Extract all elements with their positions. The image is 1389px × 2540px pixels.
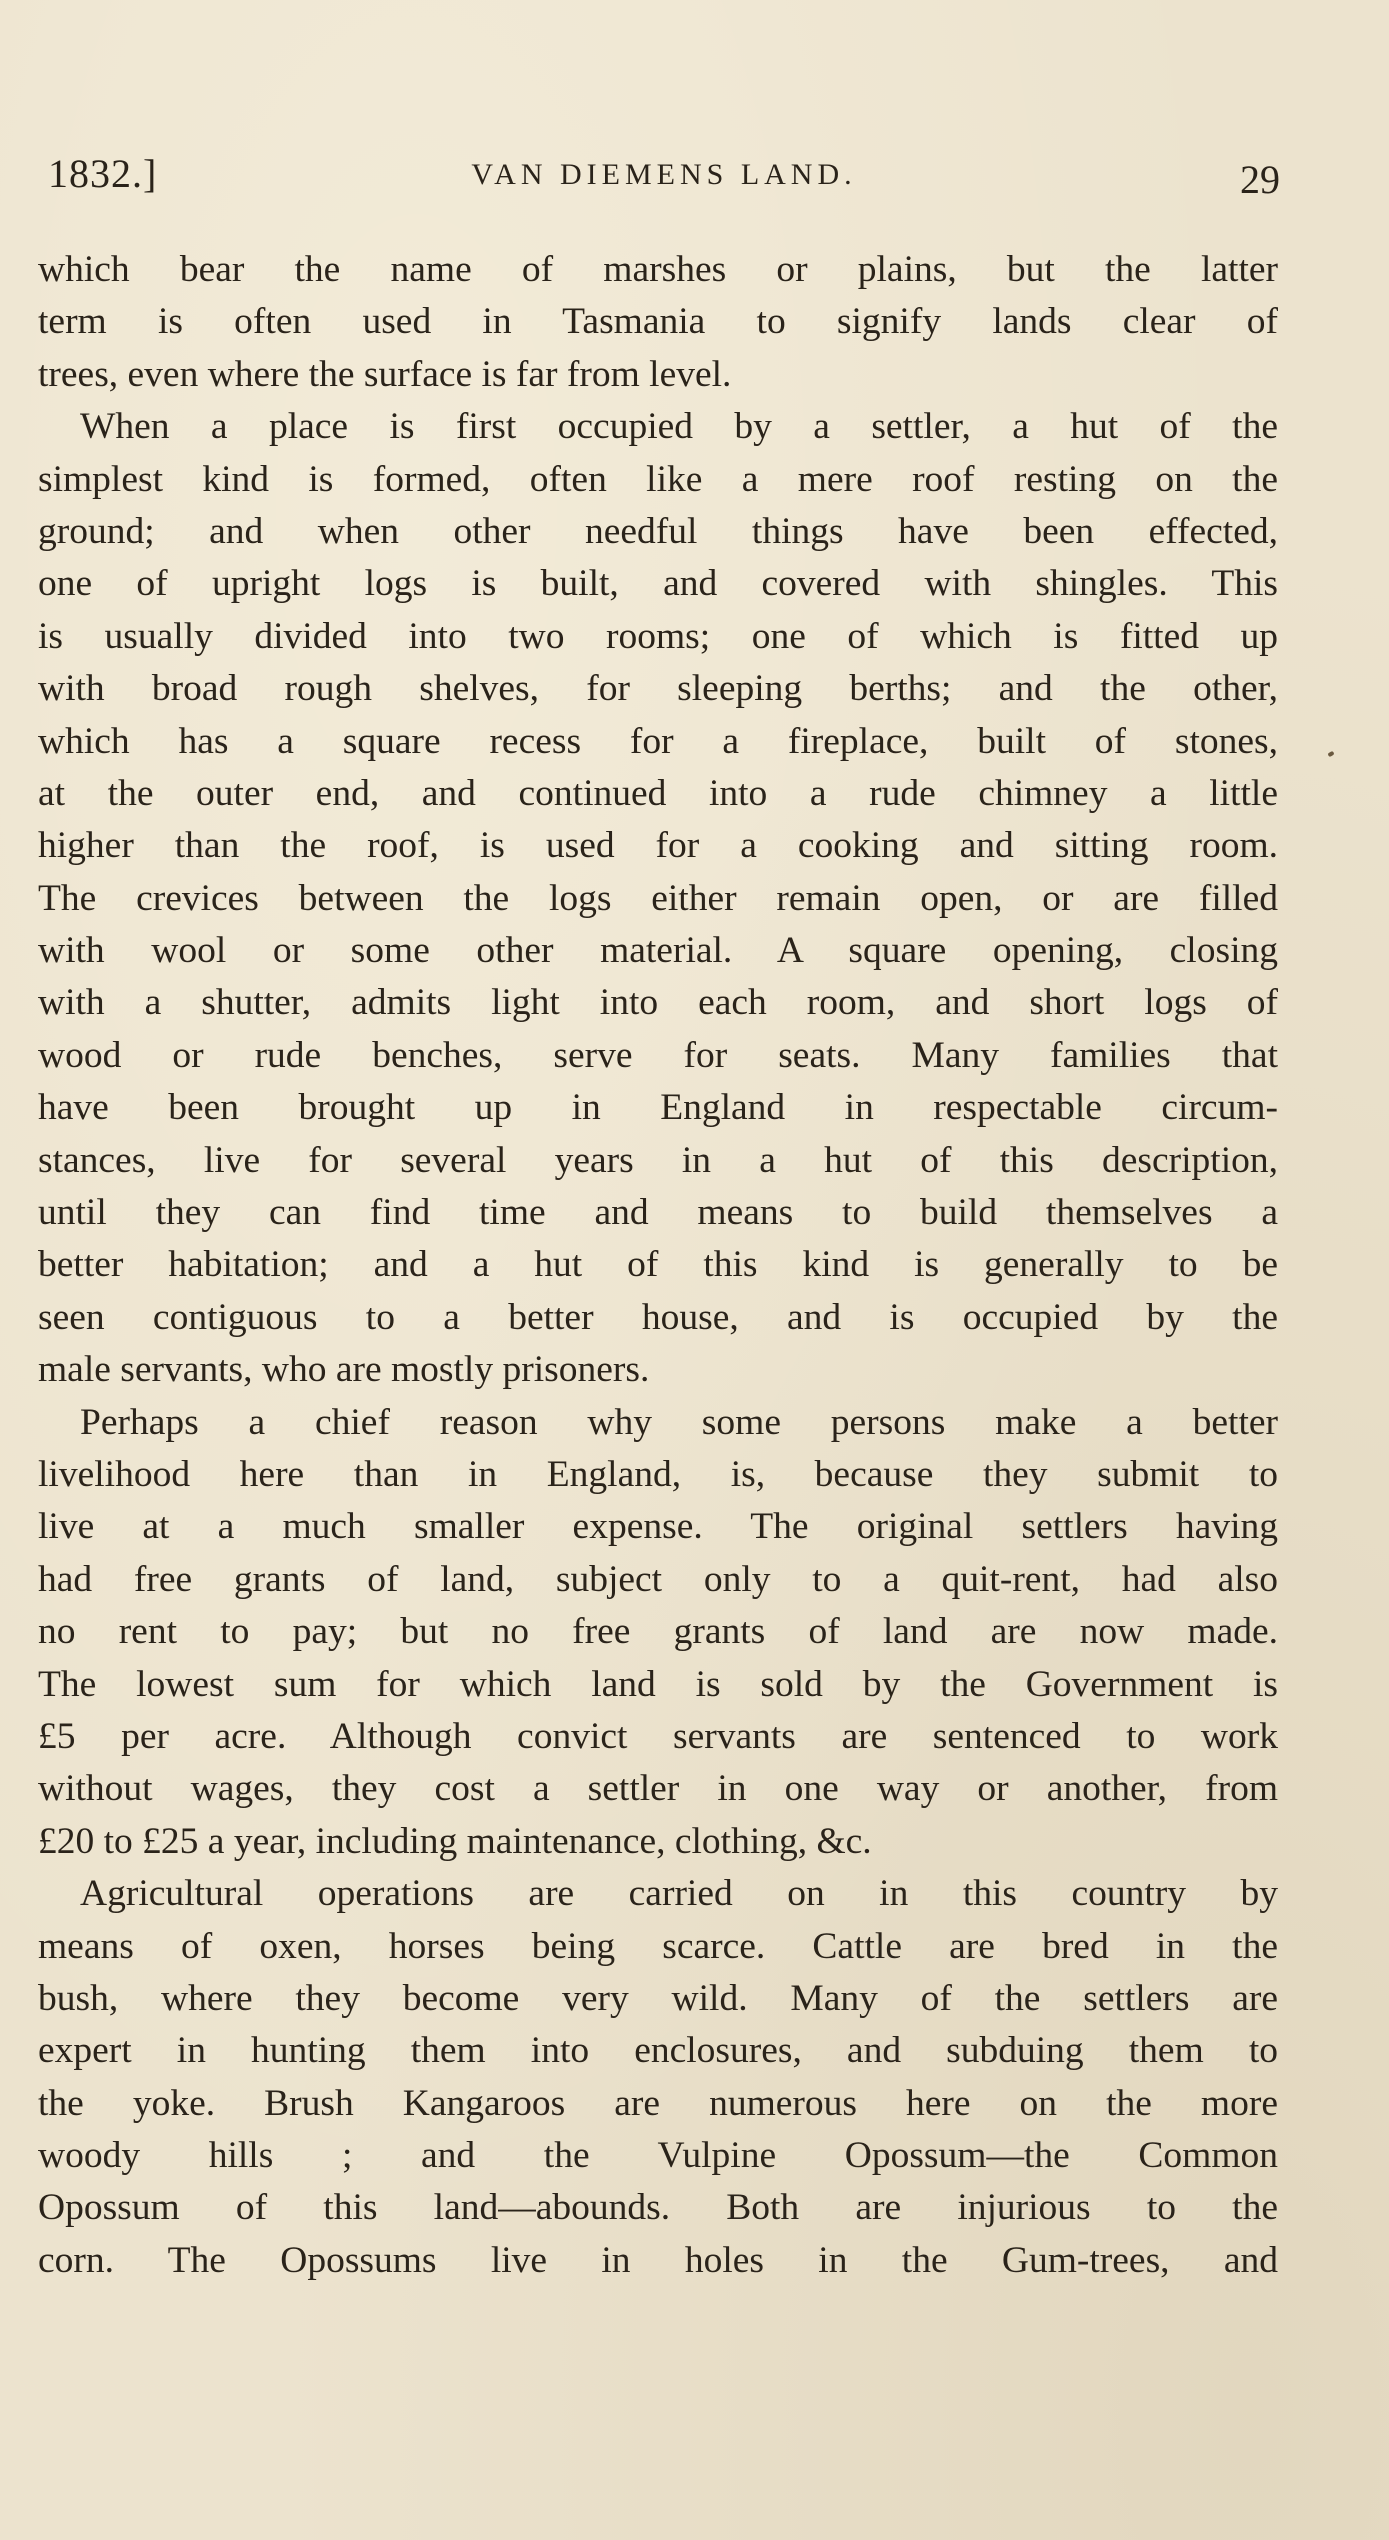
text-line: The lowest sum for which land is sold by the Government is xyxy=(38,1663,1278,1705)
text-line: The crevices between the logs either remain open, or are filled xyxy=(38,877,1278,919)
text-line: bush, where they become very wild. Many of the settlers are xyxy=(38,1977,1278,2019)
text-line: with a shutter, admits light into each room, and short logs of xyxy=(38,982,1278,1024)
text-line: ground; and when other needful things have been effected, xyxy=(38,510,1278,552)
paragraph-start-line: Perhaps a chief reason why some persons make a better xyxy=(80,1401,1278,1443)
text-line: Opossum of this land—abounds. Both are injurious to the xyxy=(38,2187,1278,2229)
text-line: corn. The Opossums live in holes in the Gum-trees, and xyxy=(38,2239,1278,2281)
text-line: have been brought up in England in respectable circum- xyxy=(38,1087,1278,1129)
text-line: with broad rough shelves, for sleeping berths; and the other, xyxy=(38,668,1278,710)
page-number: 29 xyxy=(1240,157,1280,202)
text-line: the yoke. Brush Kangaroos are numerous here on the more xyxy=(38,2082,1278,2124)
text-line: means of oxen, horses being scarce. Cattle are bred in the xyxy=(38,1925,1278,1967)
text-line: expert in hunting them into enclosures, and subduing them to xyxy=(38,2030,1278,2072)
text-line: £20 to £25 a year, including maintenance, clothing, &c. xyxy=(38,1820,872,1862)
text-line: wood or rude benches, serve for seats. Many families that xyxy=(38,1034,1278,1076)
text-line: male servants, who are mostly prisoners. xyxy=(38,1349,650,1391)
text-line: woody hills ; and the Vulpine Opossum—the Common xyxy=(38,2135,1278,2177)
text-line: had free grants of land, subject only to a quit-rent, had also xyxy=(38,1558,1278,1600)
text-line: live at a much smaller expense. The original settlers having xyxy=(38,1506,1278,1548)
text-line: without wages, they cost a settler in one way or another, from xyxy=(38,1768,1278,1810)
text-line: which bear the name of marshes or plains, but the latter xyxy=(38,249,1278,290)
text-line: which has a square recess for a fireplace, built of stones, xyxy=(38,720,1278,762)
text-line: better habitation; and a hut of this kind is generally to be xyxy=(38,1244,1278,1286)
paragraph-start-line: When a place is first occupied by a settler, a hut of the xyxy=(80,406,1278,448)
text-line: higher than the roof, is used for a cooking and sitting room. xyxy=(38,825,1278,867)
text-line: seen contiguous to a better house, and is occupied by the xyxy=(38,1296,1278,1338)
text-line: one of upright logs is built, and covered with shingles. This xyxy=(38,563,1278,605)
text-line: with wool or some other material. A square opening, closing xyxy=(38,930,1278,972)
text-line: simplest kind is formed, often like a mere roof resting on the xyxy=(38,458,1278,500)
header-year: 1832.] xyxy=(48,151,158,196)
body-text xyxy=(38,244,1278,2287)
paragraph-start-line: Agricultural operations are carried on in this country by xyxy=(80,1873,1278,1915)
header-title: VAN DIEMENS LAND. xyxy=(471,158,857,191)
text-line: £5 per acre. Although convict servants are sentenced to work xyxy=(38,1715,1278,1757)
running-header xyxy=(48,150,1280,210)
ink-speck xyxy=(1327,751,1334,757)
text-line: stances, live for several years in a hut of this description, xyxy=(38,1139,1278,1181)
text-line: trees, even where the surface is far from level. xyxy=(38,353,732,395)
text-line: until they can find time and means to build themselves a xyxy=(38,1192,1278,1234)
text-line: livelihood here than in England, is, because they submit to xyxy=(38,1453,1278,1495)
text-line: term is often used in Tasmania to signify lands clear of xyxy=(38,301,1278,343)
text-line: at the outer end, and continued into a rude chimney a little xyxy=(38,772,1278,814)
text-line: is usually divided into two rooms; one of which is fitted up xyxy=(38,615,1278,657)
text-line: no rent to pay; but no free grants of land are now made. xyxy=(38,1611,1278,1653)
